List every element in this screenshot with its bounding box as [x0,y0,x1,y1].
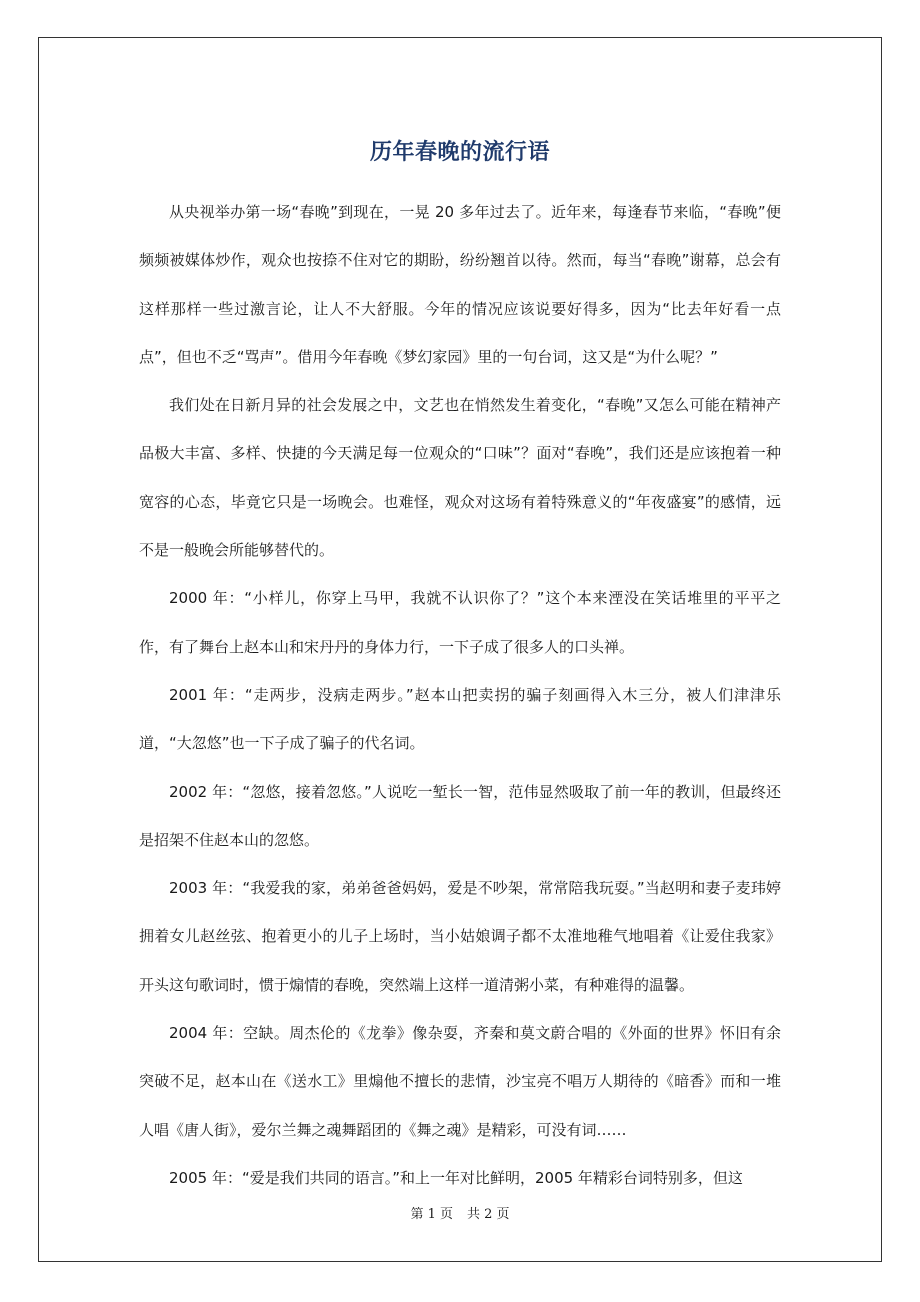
page-number: 第 1 页 [410,1207,453,1222]
document-title: 历年春晚的流行语 [369,139,550,165]
paragraph-2002: 2002 年：“忽悠，接着忽悠。”人说吃一堑长一智，范伟显然吸取了前一年的教训，但最终还是招架不住赵本山的忽悠。 [139,782,781,849]
paragraph-context: 我们处在日新月异的社会发展之中，文艺也在悄然发生着变化，“春晚”又怎么可能在精神产品极大丰富、多样、快捷的今天满足每一位观众的“口味”？面对“春晚”，我们还是应该抱着一种宽容的心态，毕竟它只是一场晚会。也难怪，观众对这场有着特殊意义的“年夜盛宴”的感情，远不是一般晚会所能够替代的。 [139,396,781,560]
page-total: 共 2 页 [467,1207,510,1222]
paragraph-2000: 2000 年：“小样儿，你穿上马甲，我就不认识你了？”这个本来湮没在笑话堆里的平平之作，有了舞台上赵本山和宋丹丹的身体力行，一下子成了很多人的口头禅。 [139,589,781,656]
paragraph-2001: 2001 年：“走两步，没病走两步。”赵本山把卖拐的骗子刻画得入木三分，被人们津津乐道，“大忽悠”也一下子成了骗子的代名词。 [139,685,781,753]
paragraph-2004: 2004 年：空缺。周杰伦的《龙拳》像杂耍，齐秦和莫文蔚合唱的《外面的世界》怀旧有余突破不足，赵本山在《送水工》里煽他不擅长的悲情，沙宝亮不唱万人期待的《暗香》而和一堆人唱《唐人街》，爱尔兰舞之魂舞蹈团的《舞之魂》是精彩，可没有词…… [139,1024,781,1139]
document-body [139,188,781,1202]
paragraph-intro: 从央视举办第一场“春晚”到现在，一晃 20 多年过去了。近年来，每逢春节来临，“春晚”便频频被媒体炒作，观众也按捺不住对它的期盼，纷纷翘首以待。然而，每当“春晚”谢幕，总会有这样那样一些过激言论，让人不大舒服。今年的情况应该说要好得多，因为“比去年好看一点点”，但也不乏“骂声”。借用今年春晚《梦幻家园》里的一句台词，这又是“为什么呢？” [139,203,781,366]
page-footer [0,1205,920,1225]
paragraph-2005: 2005 年：“爱是我们共同的语言。”和上一年对比鲜明，2005 年精彩台词特别多，但这 [169,1168,743,1187]
paragraph-2003: 2003 年：“我爱我的家，弟弟爸爸妈妈，爱是不吵架，常常陪我玩耍。”当赵明和妻子麦玮婷拥着女儿赵丝弦、抱着更小的儿子上场时，当小姑娘调子都不太准地稚气地唱着《让爱住我家》开头这句歌词时，惯于煽情的春晚，突然端上这样一道清粥小菜，有种难得的温馨。 [139,879,781,994]
